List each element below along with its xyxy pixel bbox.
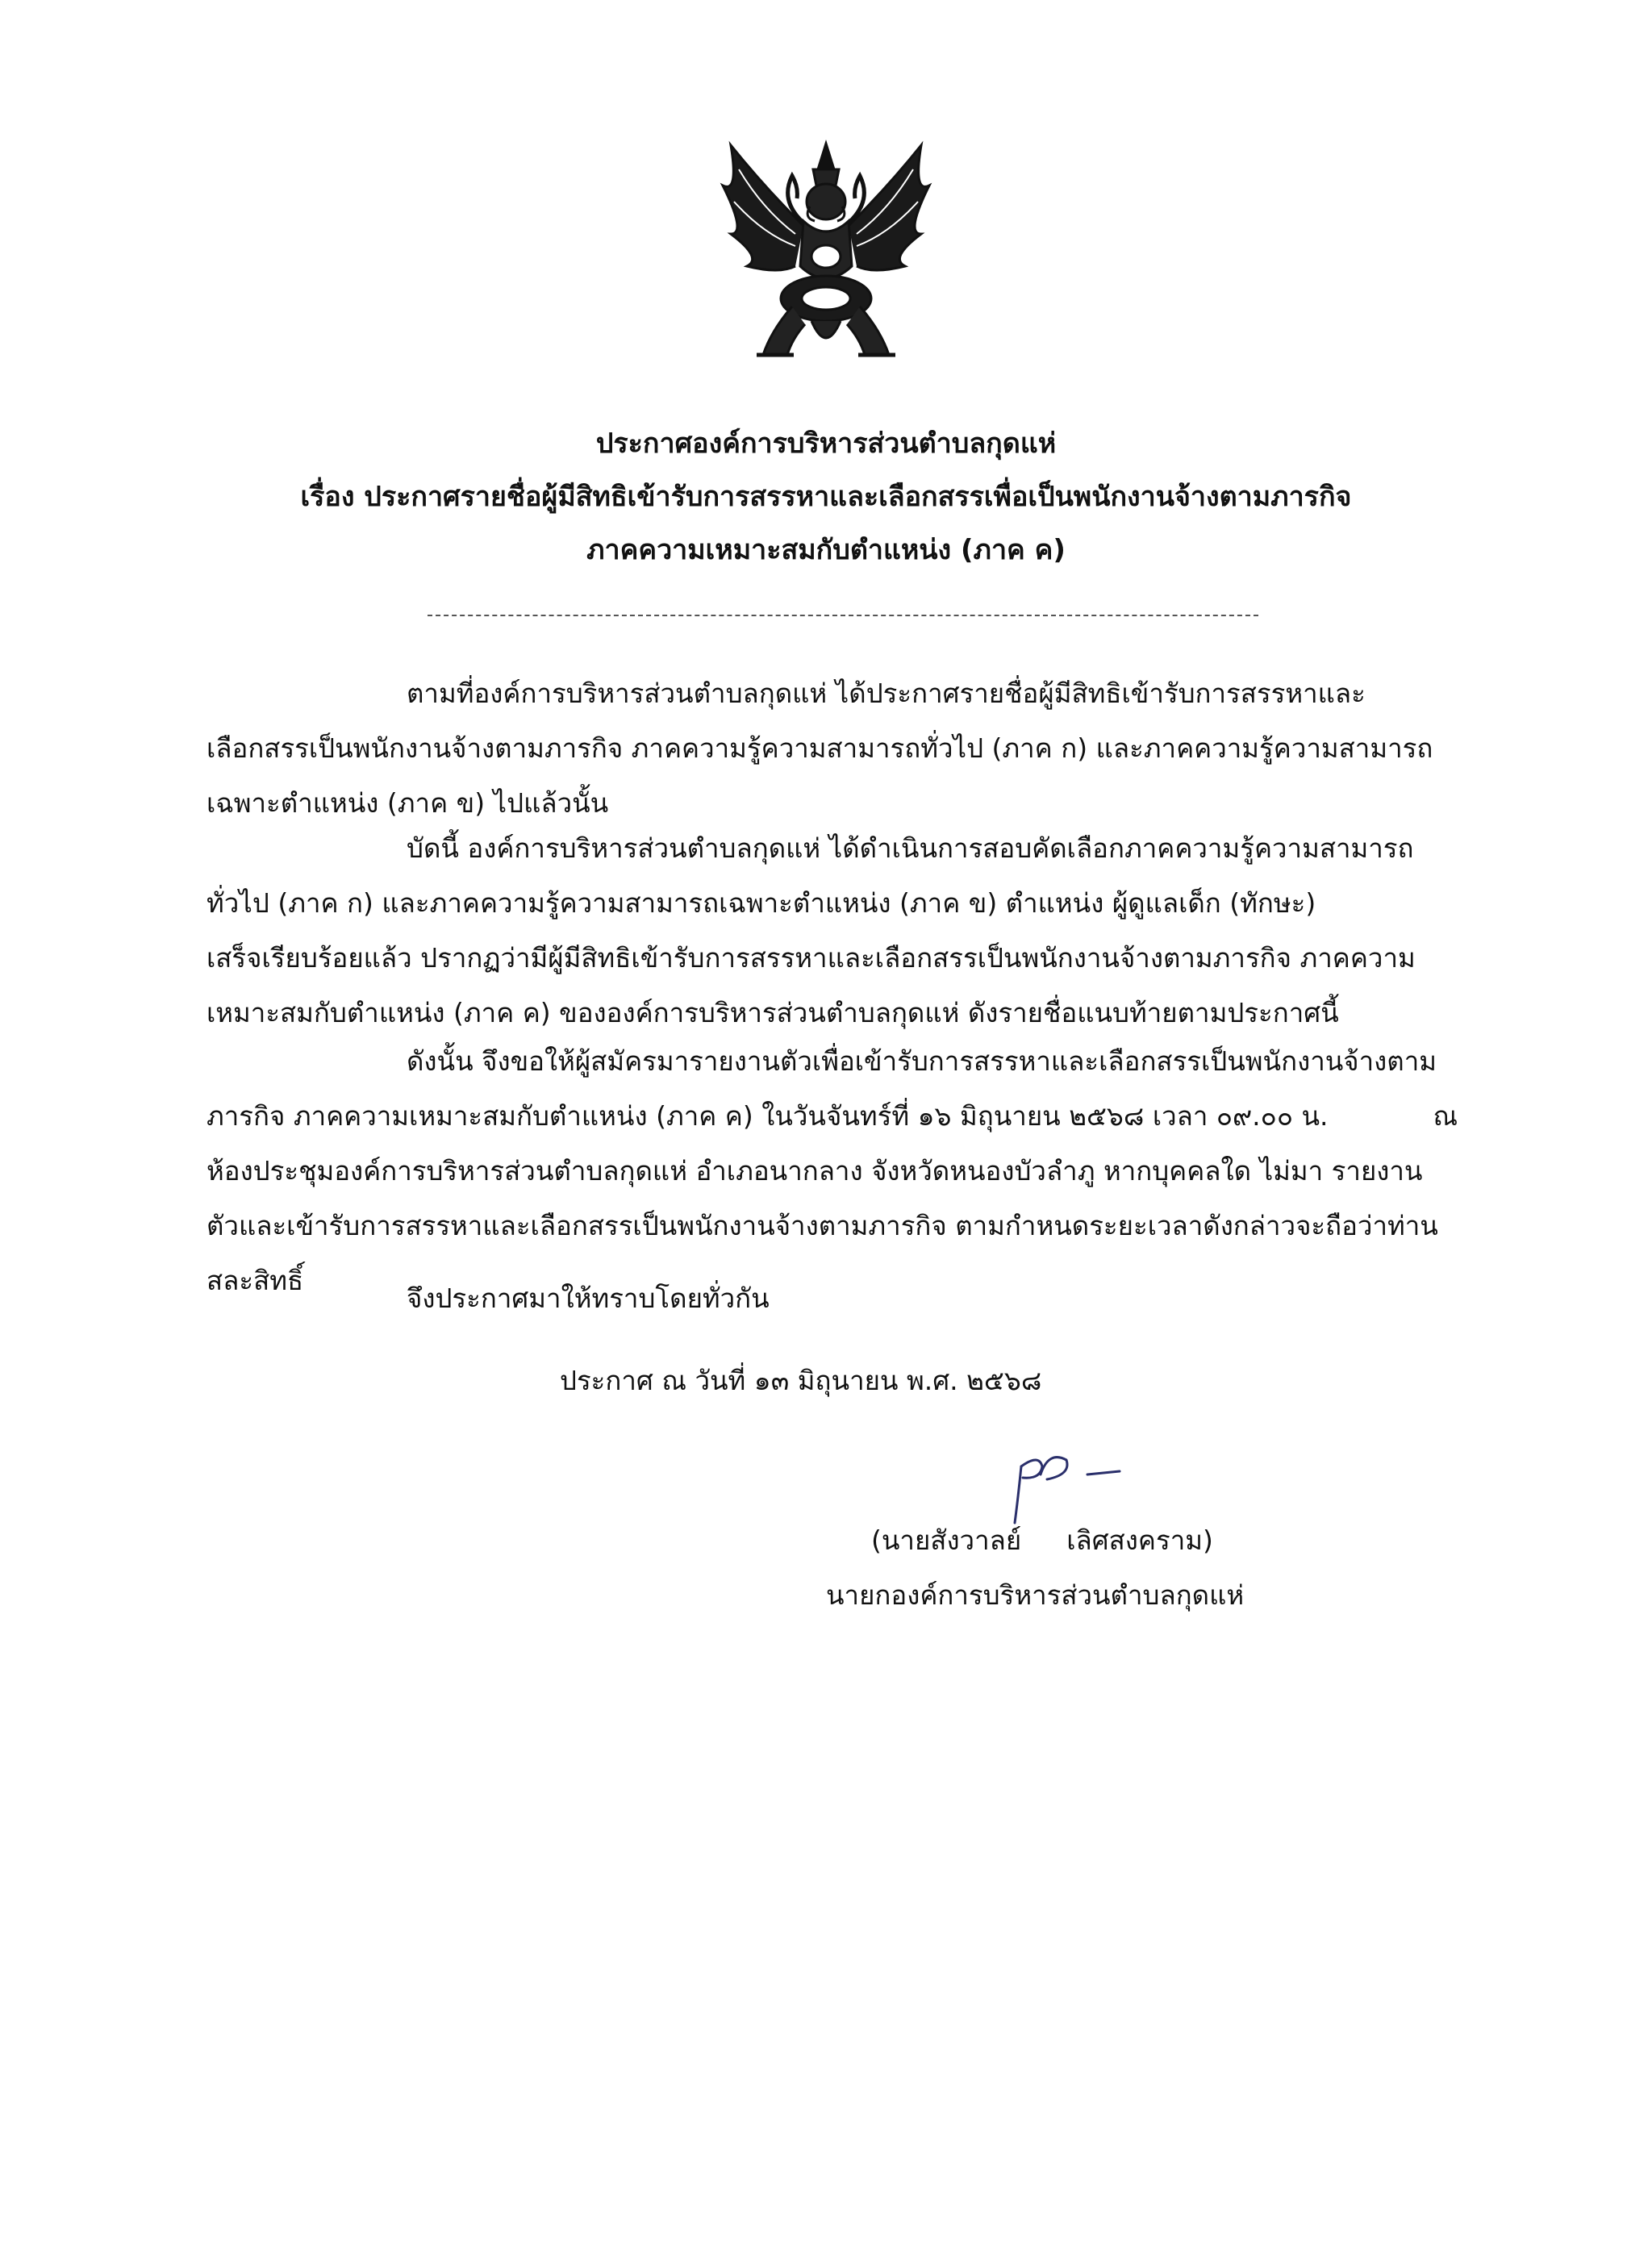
paragraph-2 [206, 824, 1497, 1037]
paragraph-3 [206, 1037, 1497, 1305]
paragraph-line: ดังนั้น จึงขอให้ผู้สมัครมารายงานตัวเพื่อเข้ารับการสรรหาและเลือกสรรเป็นพนักงานจ้างตาม [407, 1045, 1437, 1077]
garuda-emblem-icon [715, 137, 937, 371]
paragraph-line-text: ภารกิจ ภาคความเหมาะสมกับตำแหน่ง (ภาค ค) ในวันจันทร์ที่ ๑๖ มิถุนายน ๒๕๖๘ เวลา ๐๙.๐๐ น. [206, 1100, 1329, 1132]
paragraph-line: ตามที่องค์การบริหารส่วนตำบลกุดแห่ ได้ประกาศรายชื่อผู้มีสิทธิเข้ารับการสรรหาและ [407, 678, 1366, 709]
signer-title: นายกองค์การบริหารส่วนตำบลกุดแห่ [826, 1579, 1245, 1611]
paragraph-line [206, 1092, 1497, 1141]
paragraph-line: เสร็จเรียบร้อยแล้ว ปรากฏว่ามีผู้มีสิทธิเข้ารับการสรรหาและเลือกสรรเป็นพนักงานจ้างตามภารกิจ ภาคความ [206, 942, 1416, 974]
header-title: ประกาศองค์การบริหารส่วนตำบลกุดแห่ [595, 428, 1057, 460]
paragraph-line: บัดนี้ องค์การบริหารส่วนตำบลกุดแห่ ได้ดำเนินการสอบคัดเลือกภาคความรู้ความสามารถ [407, 832, 1414, 864]
header-divider [428, 615, 1258, 616]
paragraph-line: สละสิทธิ์ [206, 1265, 304, 1296]
paragraph-line: ห้องประชุมองค์การบริหารส่วนตำบลกุดแห่ อำเภอนากลาง จังหวัดหนองบัวลำภู หากบุคคลใด ไม่มา รายงาน [206, 1155, 1423, 1187]
paragraph-line-tail: ณ [1433, 1100, 1458, 1132]
paragraph-line: เหมาะสมกับตำแหน่ง (ภาค ค) ขององค์การบริหารส่วนตำบลกุดแห่ ดังรายชื่อแนบท้ายตามประกาศนี้ [206, 997, 1339, 1028]
signer-name-first: (นายสังวาลย์ [871, 1525, 1022, 1556]
announcement-header [161, 419, 1491, 574]
paragraph-line: เฉพาะตำแหน่ง (ภาค ข) ไปแล้วนั้น [206, 787, 609, 819]
announcement-date: ประกาศ ณ วันที่ ๑๓ มิถุนายน พ.ศ. ๒๕๖๘ [560, 1365, 1042, 1396]
paragraph-line: ตัวและเข้ารับการสรรหาและเลือกสรรเป็นพนักงานจ้างตามภารกิจ ตามกำหนดระยะเวลาดังกล่าวจะถือว่าท่าน [206, 1210, 1438, 1241]
signer-name [871, 1516, 1213, 1565]
header-subject: เรื่อง ประกาศรายชื่อผู้มีสิทธิเข้ารับการสรรหาและเลือกสรรเพื่อเป็นพนักงานจ้างตามภารกิจ [300, 481, 1352, 513]
closing-statement: จึงประกาศมาให้ทราบโดยทั่วกัน [407, 1283, 770, 1314]
paragraph-line: เลือกสรรเป็นพนักงานจ้างตามภารกิจ ภาคความรู้ความสามารถทั่วไป (ภาค ก) และภาคความรู้ความสามารถ [206, 732, 1433, 764]
paragraph-1 [206, 669, 1497, 828]
header-subject-continued: ภาคความเหมาะสมกับตำแหน่ง (ภาค ค) [586, 534, 1066, 566]
signer-name-last: เลิศสงคราม) [1066, 1525, 1213, 1556]
paragraph-line: ทั่วไป (ภาค ก) และภาคความรู้ความสามารถเฉพาะตำแหน่ง (ภาค ข) ตำแหน่ง ผู้ดูแลเด็ก (ทักษะ) [206, 887, 1316, 919]
